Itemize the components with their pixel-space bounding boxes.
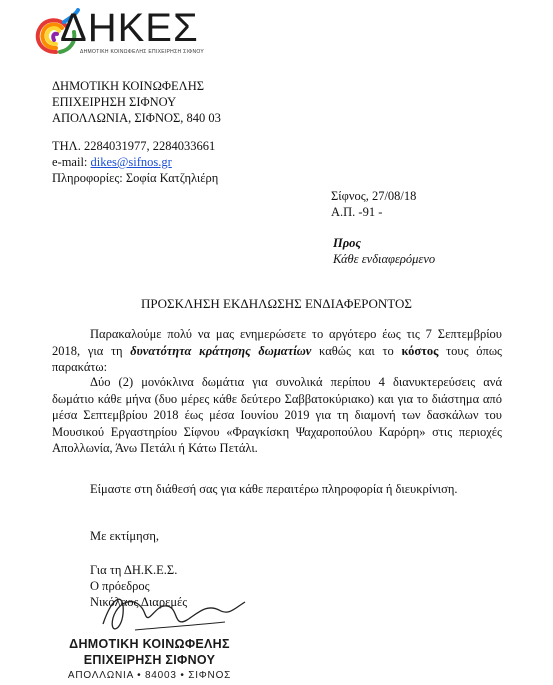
p1-text-c: καθώς και το bbox=[311, 343, 402, 358]
signature bbox=[95, 584, 255, 639]
p1-bold-cost: κόστος bbox=[401, 343, 439, 358]
subject-title: ΠΡΟΣΚΛΗΣΗ ΕΚΔΗΛΩΣΗΣ ΕΝΔΙΑΦΕΡΟΝΤΟΣ bbox=[141, 296, 412, 311]
stamp-line3: ΑΠΟΛΛΩΝΙΑ • 84003 • ΣΙΦΝΟΣ bbox=[67, 670, 232, 681]
logo-name: ΔΗΚΕΣ bbox=[60, 6, 199, 50]
stamp bbox=[42, 637, 257, 685]
sender-email-row bbox=[52, 154, 172, 170]
paragraph-details: Δύο (2) μονόκλινα δωμάτια για συνολικά περίπου 4 διανυκτερεύσεις ανά δωμάτιο κάθε μήνα (δυο μέρες κάθε δεύτερο Σαββατοκύριακο) και για το διάστημα από μέσα Σεπτεμβρίου 2018 έως μέσα Ιουνίου 2019 για τη διαμονή των δασκάλων του Μουσικού Εργαστηρίου Σίφνου «Φραγκίσκη Ψαχαροπούλου Καρόρη» στις περιοχές Απολλωνία, Άνω Πετάλι ή Κάτω Πετάλι. bbox=[52, 375, 502, 455]
paragraph-request bbox=[52, 326, 502, 376]
p1-text-a: Παρακαλούμε πολύ να μας ενημερώσετε το αργότερο έως τις 7 Σεπτεμβρίου 2018, για τη bbox=[52, 327, 502, 358]
closing-for-org: Για τη ΔΗ.Κ.Ε.Σ. bbox=[90, 563, 178, 577]
closing-name: Νικόλαος Διαρεμές bbox=[90, 595, 188, 609]
sender-phone: ΤΗΛ. 2284031977, 2284033661 bbox=[52, 139, 216, 153]
paragraph-availability: Είμαστε στη διάθεσή σας για κάθε περαιτέρω πληροφορία ή διευκρίνιση. bbox=[90, 482, 458, 496]
stamp-line2: ΕΠΙΧΕΙΡΗΣΗ ΣΙΦΝΟΥ bbox=[83, 653, 216, 667]
p1-text-e: τους όπως παρακάτω: bbox=[52, 343, 502, 374]
stamp-line1: ΔΗΜΟΤΙΚΗ ΚΟΙΝΩΦΕΛΗΣ bbox=[69, 637, 230, 651]
recipient: Κάθε ενδιαφερόμενο bbox=[333, 252, 436, 266]
logo-subtitle: ΔΗΜΟΤΙΚΗ ΚΟΙΝΩΦΕΛΗΣ ΕΠΙΧΕΙΡΗΣΗ ΣΙΦΝΟΥ bbox=[80, 49, 205, 55]
email-label: e-mail: bbox=[52, 155, 88, 169]
sender-name-line2: ΕΠΙΧΕΙΡΗΣΗ ΣΙΦΝΟΥ bbox=[52, 95, 177, 109]
protocol-number: Α.Π. -91 - bbox=[331, 205, 383, 219]
closing-role: Ο πρόεδρος bbox=[90, 579, 150, 593]
sender-name-line1: ΔΗΜΟΤΙΚΗ ΚΟΙΝΩΦΕΛΗΣ bbox=[52, 79, 204, 93]
p1-bold-rooms: δυνατότητα κράτησης δωματίων bbox=[130, 343, 312, 358]
email-link[interactable]: dikes@sifnos.gr bbox=[90, 155, 172, 169]
closing-regards: Με εκτίμηση, bbox=[90, 529, 160, 543]
logo bbox=[30, 8, 230, 58]
sender-info: Πληροφορίες: Σοφία Κατζηλιέρη bbox=[52, 171, 219, 185]
letter-date: Σίφνος, 27/08/18 bbox=[331, 189, 417, 203]
recipient-label: Προς bbox=[333, 236, 361, 250]
sender-address: ΑΠΟΛΛΩΝΙΑ, ΣΙΦΝΟΣ, 840 03 bbox=[52, 111, 221, 125]
